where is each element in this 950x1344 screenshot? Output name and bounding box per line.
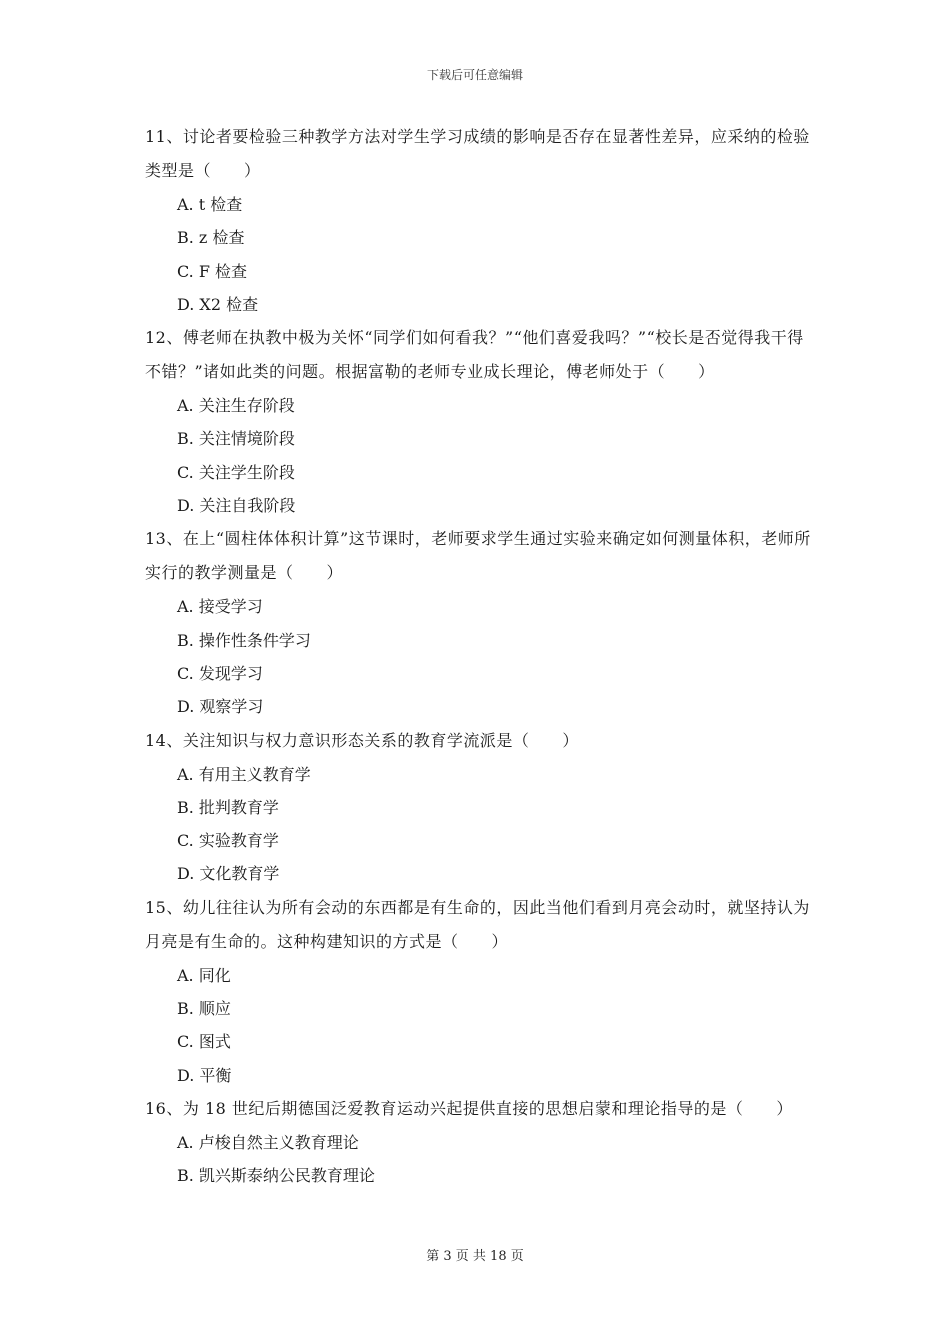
question-stem: 13、在上“圆柱体体积计算”这节课时，老师要求学生通过实验来确定如何测量体积，老师所实行的教学测量是（ ）: [145, 529, 811, 583]
option-c: C. 实验教育学: [177, 831, 279, 851]
option-c: C. 图式: [177, 1032, 231, 1052]
option-a: A. 关注生存阶段: [177, 396, 295, 416]
question-stem: 14、关注知识与权力意识形态关系的教育学流派是（ ）: [145, 730, 579, 750]
option-a: A. t 检查: [177, 195, 243, 214]
option-b: B. 顺应: [177, 999, 231, 1019]
option-a: A. 接受学习: [177, 597, 263, 617]
question-13: [145, 522, 815, 723]
option-b: B. z 检查: [177, 228, 245, 248]
option-a: A. 有用主义教育学: [177, 764, 311, 784]
option-a: A. 卢梭自然主义教育理论: [177, 1132, 359, 1152]
option-b: B. 操作性条件学习: [177, 630, 311, 650]
question-16: [145, 1092, 815, 1193]
question-11: [145, 120, 815, 321]
option-c: C. F 检查: [177, 261, 248, 281]
option-c: C. 发现学习: [177, 663, 263, 683]
question-15: [145, 891, 815, 1092]
question-stem: 15、幼儿往往认为所有会动的东西都是有生命的，因此当他们看到月亮会动时，就坚持认为月亮是有生命的。这种构建知识的方式是（ ）: [145, 897, 810, 951]
question-stem: 16、为 18 世纪后期德国泛爱教育运动兴起提供直接的思想启蒙和理论指导的是（ ）: [145, 1098, 793, 1118]
option-c: C. 关注学生阶段: [177, 462, 295, 482]
page-footer: 第 3 页 共 18 页: [426, 1249, 524, 1264]
question-stem: 12、傅老师在执教中极为关怀“同学们如何看我？”“他们喜爱我吗？”“校长是否觉得我干得不错？”诸如此类的问题。根据富勒的老师专业成长理论，傅老师处于（ ）: [145, 328, 804, 382]
option-b: B. 凯兴斯泰纳公民教育理论: [177, 1166, 375, 1186]
option-b: B. 关注情境阶段: [177, 429, 295, 449]
document-body: [145, 120, 815, 1193]
option-b: B. 批判教育学: [177, 797, 279, 817]
option-d: D. 关注自我阶段: [177, 496, 296, 516]
question-stem: 11、讨论者要检验三种教学方法对学生学习成绩的影响是否存在显著性差异，应采纳的检验类型是（ ）: [145, 127, 810, 180]
option-d: D. 平衡: [177, 1065, 232, 1085]
option-a: A. 同化: [177, 965, 231, 985]
option-d: D. 观察学习: [177, 697, 264, 717]
page-header: 下载后可任意编辑: [426, 68, 523, 82]
question-14: [145, 724, 815, 891]
question-12: [145, 321, 815, 522]
option-d: D. X2 检查: [177, 294, 259, 314]
option-d: D. 文化教育学: [177, 864, 280, 884]
